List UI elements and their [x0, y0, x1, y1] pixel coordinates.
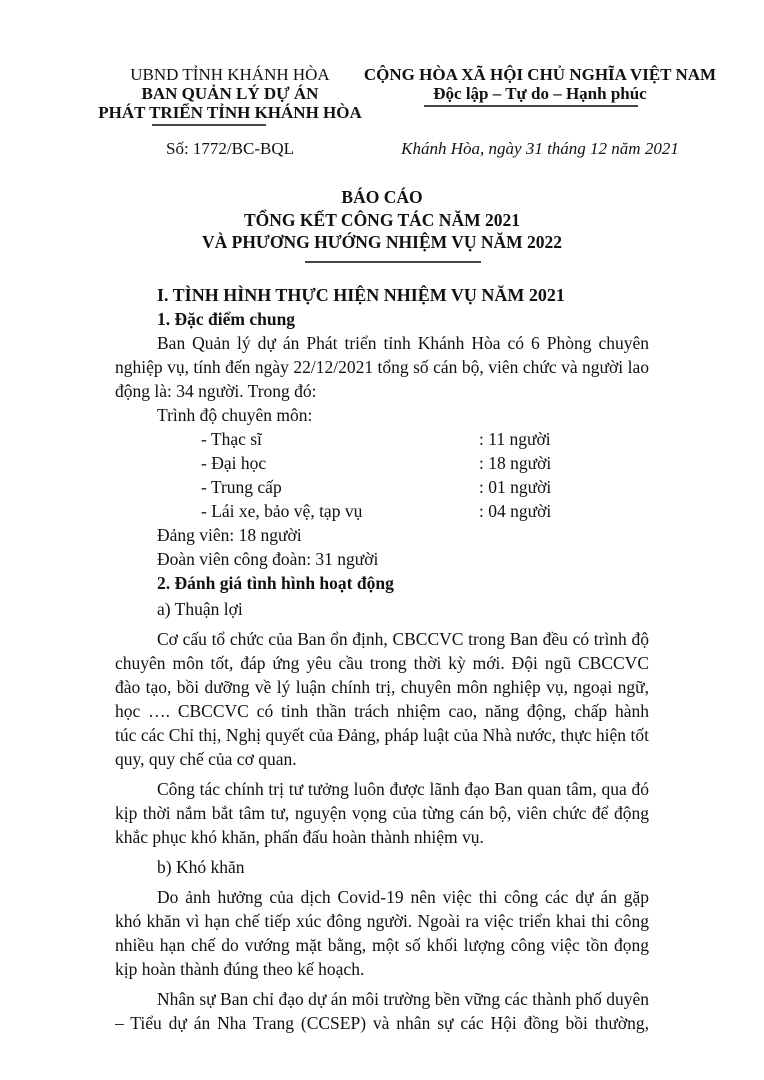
- paragraph-line: khó khăn vì hạn chế tiếp xúc đông người. Ngoài ra việc triển khai thi công: [115, 911, 649, 931]
- paragraph-line: chuyên môn tốt, đáp ứng yêu cầu trong thời kỳ mới. Đội ngũ CBCCVC: [115, 653, 649, 673]
- document-body: [115, 283, 649, 1035]
- advantages-label: a) Thuận lợi: [157, 599, 243, 619]
- agency-underline: [152, 124, 266, 126]
- qualification-name: - Trung cấp: [201, 477, 282, 497]
- paragraph-line: đào tạo, bồi dưỡng về lý luận chính trị, chuyên môn nghiệp vụ, ngoại ngữ,: [115, 677, 649, 697]
- paragraph-line: túc các Chỉ thị, Nghị quyết của Đảng, pháp luật của Nhà nước, thực hiện tốt: [115, 725, 649, 745]
- paragraph-line: khắc phục khó khăn, phấn đấu hoàn thành nhiệm vụ.: [115, 827, 484, 847]
- qualification-name: - Lái xe, bảo vệ, tạp vụ: [201, 501, 363, 521]
- paragraph-line: kịp thời nắm bắt tâm tư, nguyện vọng của từng cán bộ, viên chức để động: [115, 803, 649, 823]
- qualification-count: : 01 người: [479, 477, 552, 497]
- paragraph-line: học …. CBCCVC có tinh thần trách nhiệm cao, năng động, chấp hành: [115, 701, 649, 721]
- difficulties-paragraph-2: [115, 987, 649, 1035]
- difficulties-paragraph-1: [115, 885, 649, 981]
- paragraph-line: quy, quy chế của cơ quan.: [115, 749, 297, 769]
- national-motto: Độc lập – Tự do – Hạnh phúc: [433, 84, 647, 103]
- paragraph-line: Do ảnh hưởng của dịch Covid-19 nên việc thi công các dự án gặp: [157, 887, 649, 907]
- report-title-line3: VÀ PHƯƠNG HƯỚNG NHIỆM VỤ NĂM 2022: [201, 232, 563, 252]
- national-title: CỘNG HÒA XÃ HỘI CHỦ NGHĨA VIỆT NAM: [363, 65, 717, 84]
- paragraph-line: kịp hoàn thành đúng theo kế hoạch.: [115, 959, 365, 979]
- paragraph-line: – Tiểu dự án Nha Trang (CCSEP) và nhân sự các Hội đồng bồi thường,: [115, 1013, 649, 1033]
- party-members: Đảng viên: 18 người: [157, 525, 302, 545]
- qualification-row: [115, 451, 649, 475]
- qualification-count: : 04 người: [479, 501, 552, 521]
- paragraph-line: nhiều hạn chế do vướng mặt bằng, một số khối lượng công việc tồn đọng: [115, 935, 649, 955]
- paragraph-line: Ban Quản lý dự án Phát triển tỉnh Khánh Hòa có 6 Phòng chuyên: [157, 333, 649, 353]
- paragraph-line: Cơ cấu tổ chức của Ban ổn định, CBCCVC trong Ban đều có trình độ: [157, 629, 649, 649]
- qualification-name: - Đại học: [201, 453, 267, 473]
- difficulties-label: b) Khó khăn: [157, 857, 245, 877]
- qualification-name: - Thạc sĩ: [201, 429, 262, 449]
- document-number: Số: 1772/BC-BQL: [166, 139, 294, 158]
- qualification-label: Trình độ chuyên môn:: [157, 405, 313, 425]
- paragraph-line: Công tác chính trị tư tưởng luôn được lãnh đạo Ban quan tâm, qua đó: [157, 779, 649, 799]
- report-title-line1: BÁO CÁO: [341, 187, 423, 207]
- paragraph-line: nghiệp vụ, tính đến ngày 22/12/2021 tổng số cán bộ, viên chức và người lao: [115, 357, 649, 377]
- agency-name-line1: BAN QUẢN LÝ DỰ ÁN: [141, 84, 319, 103]
- paragraph-line: Nhân sự Ban chỉ đạo dự án môi trường bền vững các thành phố duyên: [157, 989, 649, 1009]
- subsection-heading-2: 2. Đánh giá tình hình hoạt động: [157, 573, 394, 593]
- advantages-paragraph-2: [115, 777, 649, 849]
- agency-parent: UBND TỈNH KHÁNH HÒA: [130, 65, 330, 84]
- agency-name-line2: PHÁT TRIỂN TỈNH KHÁNH HÒA: [98, 103, 362, 122]
- document-date: Khánh Hòa, ngày 31 tháng 12 năm 2021: [401, 139, 679, 158]
- qualification-row: [115, 499, 649, 523]
- national-motto-block: [350, 65, 730, 103]
- section-heading-1: I. TÌNH HÌNH THỰC HIỆN NHIỆM VỤ NĂM 2021: [157, 285, 565, 305]
- qualification-row: [115, 475, 649, 499]
- paragraph-line: động là: 34 người. Trong đó:: [115, 381, 317, 401]
- report-title: [0, 186, 764, 254]
- title-underline: [305, 261, 481, 263]
- issuing-agency-block: [80, 65, 380, 122]
- qualification-count: : 18 người: [479, 453, 552, 473]
- motto-underline: [424, 105, 638, 107]
- report-title-line2: TỔNG KẾT CÔNG TÁC NĂM 2021: [244, 209, 520, 230]
- advantages-paragraph-1: [115, 627, 649, 771]
- qualification-row: [115, 427, 649, 451]
- union-members: Đoàn viên công đoàn: 31 người: [157, 549, 379, 569]
- subsection-heading-1: 1. Đặc điểm chung: [157, 309, 296, 329]
- qualification-count: : 11 người: [479, 429, 551, 449]
